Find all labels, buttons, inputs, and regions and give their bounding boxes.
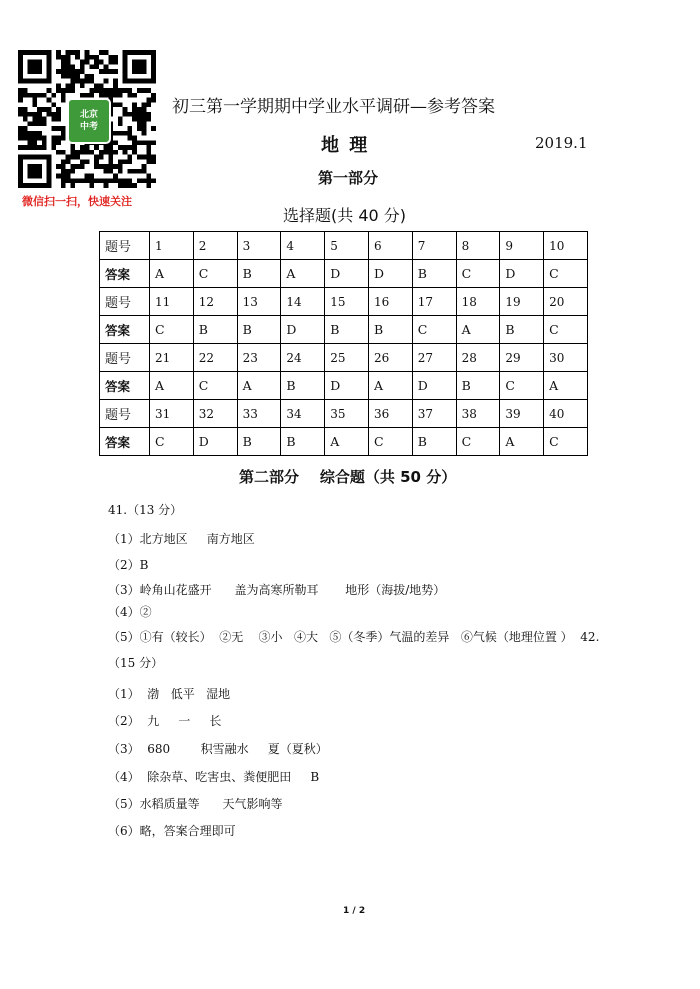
part-two-heading: 第二部分 综合题（共 50 分） xyxy=(239,468,457,486)
question-number-cell: 32 xyxy=(193,400,237,428)
question-number-cell: 23 xyxy=(237,344,281,372)
answer-line: （3） 680 积雪融水 夏（夏秋） xyxy=(108,742,328,756)
answer-line: （6）略，答案合理即可 xyxy=(108,824,236,838)
answer-cell: C xyxy=(193,260,237,288)
subject-title: 地 理 xyxy=(321,135,370,156)
question-number-cell: 39 xyxy=(500,400,544,428)
question-number-label: 题号 xyxy=(100,400,150,428)
answer-label: 答案 xyxy=(100,428,150,456)
answer-cell: A xyxy=(368,372,412,400)
answer-cell: B xyxy=(456,372,500,400)
answer-cell: B xyxy=(193,316,237,344)
answer-cell: A xyxy=(325,428,369,456)
answer-cell: D xyxy=(368,260,412,288)
answer-cell: A xyxy=(456,316,500,344)
answer-line: （1）北方地区 南方地区 xyxy=(108,532,255,546)
answer-cell: B xyxy=(281,372,325,400)
question-number-cell: 40 xyxy=(544,400,588,428)
answer-cell: D xyxy=(500,260,544,288)
answer-label: 答案 xyxy=(100,372,150,400)
answer-line: （5）①有（较长） ②无 ③小 ④大 ⑤（冬季）气温的差异 ⑥气候（地理位置 ） 42. xyxy=(108,630,600,644)
answer-cell: C xyxy=(150,428,194,456)
choice-section-title: 选择题(共 40 分) xyxy=(283,206,407,225)
answer-line: （4） 除杂草、吃害虫、粪便肥田 B xyxy=(108,770,320,784)
question-number-cell: 28 xyxy=(456,344,500,372)
question-number-label: 题号 xyxy=(100,232,150,260)
answer-row xyxy=(100,428,588,456)
answer-cell: C xyxy=(544,428,588,456)
answer-cell: B xyxy=(500,316,544,344)
question-number-cell: 30 xyxy=(544,344,588,372)
question-number-cell: 35 xyxy=(325,400,369,428)
question-number-cell: 29 xyxy=(500,344,544,372)
answer-cell: A xyxy=(150,372,194,400)
part-one-heading: 第一部分 xyxy=(318,169,379,187)
question-number-cell: 4 xyxy=(281,232,325,260)
question-number-cell: 24 xyxy=(281,344,325,372)
answer-cell: C xyxy=(368,428,412,456)
answer-cell: B xyxy=(368,316,412,344)
page-number: 1 / 2 xyxy=(343,906,366,916)
question-number-cell: 13 xyxy=(237,288,281,316)
question-number-cell: 33 xyxy=(237,400,281,428)
answer-cell: B xyxy=(412,260,456,288)
answer-cell: C xyxy=(544,260,588,288)
question-number-cell: 16 xyxy=(368,288,412,316)
answer-row xyxy=(100,372,588,400)
question-number-cell: 38 xyxy=(456,400,500,428)
answer-cell: A xyxy=(500,428,544,456)
answer-cell: A xyxy=(544,372,588,400)
qr-code xyxy=(18,50,156,190)
answer-cell: C xyxy=(544,316,588,344)
answer-line: （1） 渤 低平 湿地 xyxy=(108,687,231,701)
question-number-cell: 31 xyxy=(150,400,194,428)
question-number-cell: 11 xyxy=(150,288,194,316)
answer-cell: B xyxy=(237,316,281,344)
answer-cell: B xyxy=(237,428,281,456)
answer-cell: C xyxy=(456,260,500,288)
answer-cell: D xyxy=(325,372,369,400)
answer-cell: C xyxy=(412,316,456,344)
answer-cell: C xyxy=(456,428,500,456)
answer-row xyxy=(100,260,588,288)
question-number-cell: 22 xyxy=(193,344,237,372)
question-number-cell: 5 xyxy=(325,232,369,260)
answer-label: 答案 xyxy=(100,316,150,344)
answer-line: （5）水稻质量等 天气影响等 xyxy=(108,797,283,811)
question-number-cell: 20 xyxy=(544,288,588,316)
question-number-label: 题号 xyxy=(100,344,150,372)
answer-cell: B xyxy=(281,428,325,456)
document-date: 2019.1 xyxy=(535,134,588,152)
brand-logo xyxy=(67,98,111,144)
answer-cell: A xyxy=(281,260,325,288)
question-number-row xyxy=(100,344,588,372)
document-title: 初三第一学期期中学业水平调研—参考答案 xyxy=(172,97,495,117)
question-number-cell: 7 xyxy=(412,232,456,260)
qr-caption: 微信扫一扫，快速关注 xyxy=(22,195,132,208)
answer-cell: D xyxy=(193,428,237,456)
question-number-cell: 6 xyxy=(368,232,412,260)
answer-cell: D xyxy=(412,372,456,400)
question-number-cell: 19 xyxy=(500,288,544,316)
question-number-cell: 26 xyxy=(368,344,412,372)
answer-cell: B xyxy=(412,428,456,456)
question-number-label: 题号 xyxy=(100,288,150,316)
question-number-cell: 17 xyxy=(412,288,456,316)
answer-cell: B xyxy=(325,316,369,344)
answer-cell: B xyxy=(237,260,281,288)
answer-cell: C xyxy=(500,372,544,400)
question-number-cell: 36 xyxy=(368,400,412,428)
answer-line: （2）B xyxy=(108,558,149,572)
answer-cell: A xyxy=(237,372,281,400)
question-number-cell: 1 xyxy=(150,232,194,260)
answer-line: （15 分） xyxy=(108,656,164,670)
answer-table xyxy=(99,231,588,456)
question-number-cell: 3 xyxy=(237,232,281,260)
answer-cell: C xyxy=(193,372,237,400)
answer-line: （3）岭角山花盛开 盖为高寒所勒耳 地形（海拔/地势） xyxy=(108,583,446,597)
question-number-cell: 10 xyxy=(544,232,588,260)
question-number-row xyxy=(100,400,588,428)
question-number-cell: 8 xyxy=(456,232,500,260)
logo-line-1: 北京 xyxy=(79,110,98,120)
logo-line-2: 中考 xyxy=(79,122,98,132)
answer-label: 答案 xyxy=(100,260,150,288)
answer-line: （4）② xyxy=(108,605,152,619)
question-number-cell: 37 xyxy=(412,400,456,428)
answer-row xyxy=(100,316,588,344)
answer-cell: A xyxy=(150,260,194,288)
answer-cell: D xyxy=(325,260,369,288)
question-number-cell: 14 xyxy=(281,288,325,316)
question-number-row xyxy=(100,288,588,316)
question-number-cell: 25 xyxy=(325,344,369,372)
answer-line: （2） 九 一 长 xyxy=(108,714,222,728)
question-number-cell: 21 xyxy=(150,344,194,372)
question-number-cell: 15 xyxy=(325,288,369,316)
question-number-cell: 27 xyxy=(412,344,456,372)
question-number-row xyxy=(100,232,588,260)
question-number-cell: 2 xyxy=(193,232,237,260)
question-number-cell: 12 xyxy=(193,288,237,316)
answer-cell: D xyxy=(281,316,325,344)
answer-cell: C xyxy=(150,316,194,344)
question-number-cell: 9 xyxy=(500,232,544,260)
answer-line: 41.（13 分） xyxy=(108,503,183,517)
question-number-cell: 34 xyxy=(281,400,325,428)
question-number-cell: 18 xyxy=(456,288,500,316)
